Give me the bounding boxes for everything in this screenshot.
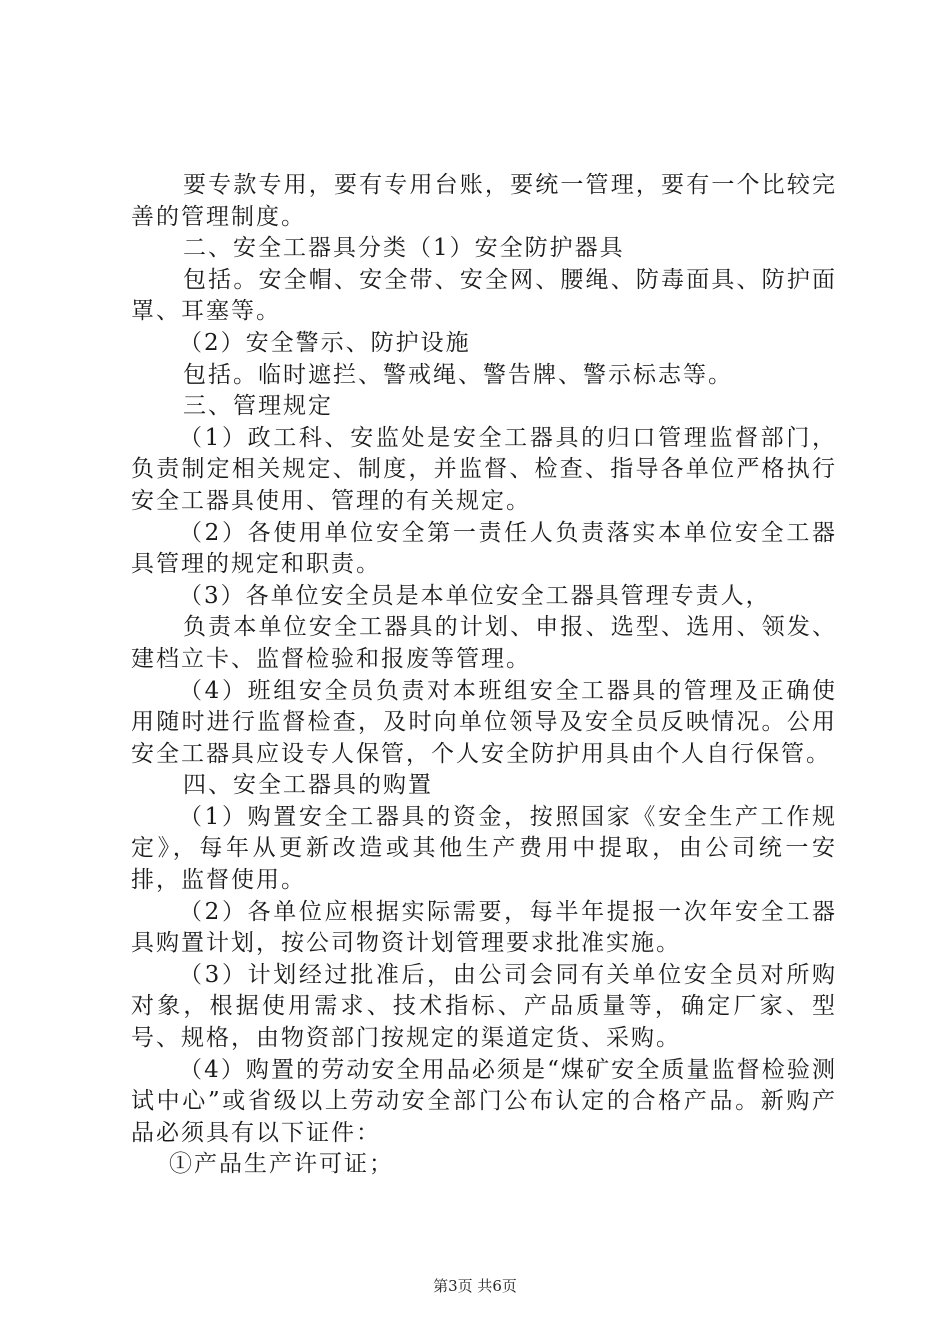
paragraph: （2）各单位应根据实际需要，每半年提报一次年安全工器具购置计划，按公司物资计划管理要求批准实施。	[131, 898, 837, 957]
document-body	[131, 170, 837, 1181]
paragraph: 包括。安全帽、安全带、安全网、腰绳、防毒面具、防护面罩、耳塞等。	[131, 266, 837, 325]
list-item: ①产品生产许可证；	[169, 1151, 394, 1178]
paragraph: （1）政工科、安监处是安全工器具的归口管理监督部门，负责制定相关规定、制度，并监督、检查、指导各单位严格执行安全工器具使用、管理的有关规定。	[131, 424, 837, 514]
paragraph: 要专款专用，要有专用台账，要统一管理，要有一个比较完善的管理制度。	[131, 172, 837, 230]
subsection-heading: （2）安全警示、防护设施	[179, 329, 471, 356]
page-footer: 第3页 共6页	[433, 1277, 517, 1295]
paragraph: （3）计划经过批准后，由公司会同有关单位安全员对所购对象，根据使用需求、技术指标、产品质量等，确定厂家、型号、规格，由物资部门按规定的渠道定货、采购。	[131, 961, 837, 1052]
section-heading: 二、安全工器具分类（1）安全防护器具	[183, 235, 625, 262]
section-heading: 四、安全工器具的购置	[183, 772, 433, 799]
paragraph: （1）购置安全工器具的资金，按照国家《安全生产工作规定》，每年从更新改造或其他生产费用中提取，由公司统一安排，监督使用。	[131, 803, 837, 894]
section-heading: 三、管理规定	[183, 393, 333, 420]
paragraph: （4）班组安全员负责对本班组安全工器具的管理及正确使用随时进行监督检查，及时向单位领导及安全员反映情况。公用安全工器具应设专人保管，个人安全防护用具由个人自行保管。	[131, 677, 837, 767]
paragraph: （2）各使用单位安全第一责任人负责落实本单位安全工器具管理的规定和职责。	[131, 519, 837, 578]
paragraph: （4）购置的劳动安全用品必须是“煤矿安全质量监督检验测试中心”或省级以上劳动安全部门公布认定的合格产品。新购产品必须具有以下证件：	[131, 1056, 837, 1146]
paragraph: （3）各单位安全员是本单位安全工器具管理专责人，	[179, 582, 771, 609]
paragraph: 负责本单位安全工器具的计划、申报、选型、选用、领发、建档立卡、监督检验和报废等管理。	[131, 614, 837, 672]
paragraph: 包括。临时遮拦、警戒绳、警告牌、警示标志等。	[183, 361, 733, 388]
